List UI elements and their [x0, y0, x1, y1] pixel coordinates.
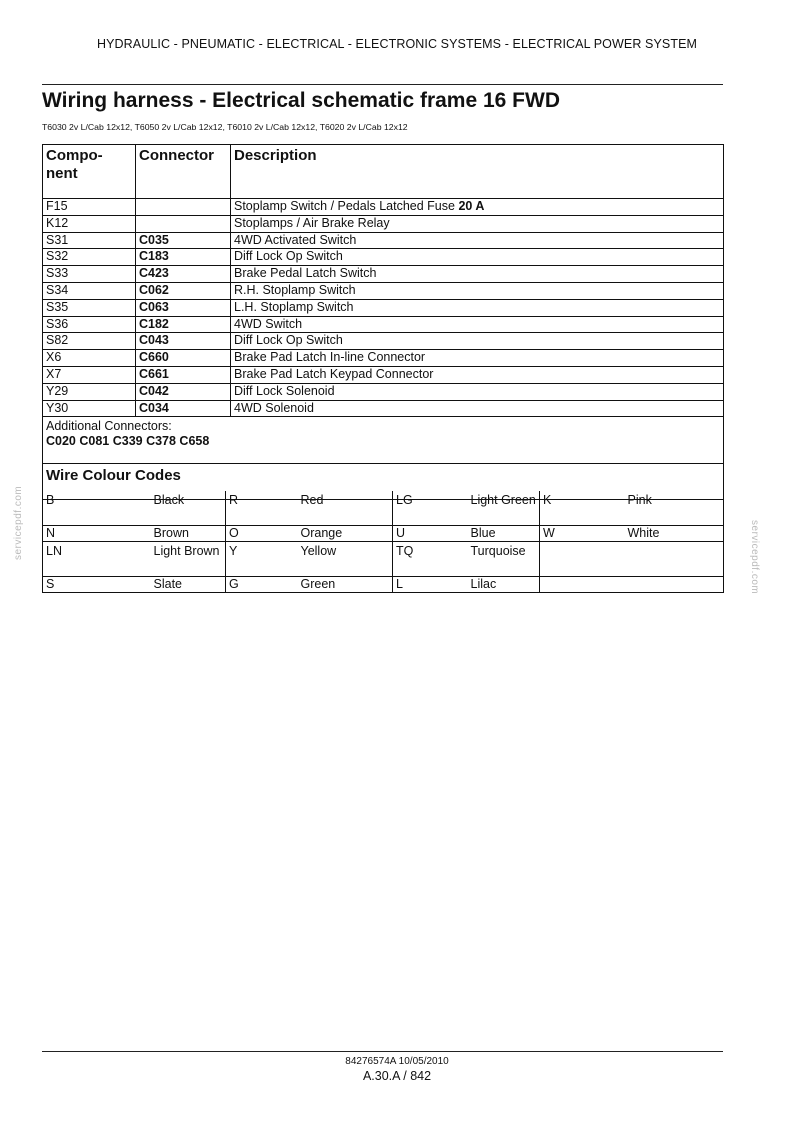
wire-code: L	[393, 577, 468, 593]
page-number: A.30.A / 842	[362, 1069, 432, 1083]
component-id: S32	[43, 249, 136, 266]
description-cell	[231, 249, 724, 266]
wire-colour-row	[43, 526, 724, 542]
description-cell	[231, 333, 724, 350]
component-id: S33	[43, 266, 136, 283]
component-id: S31	[43, 232, 136, 249]
wire-colour-name	[625, 542, 724, 577]
document-code: 84276574A 10/05/2010	[345, 1056, 449, 1067]
table-row	[43, 333, 724, 350]
table-row	[43, 350, 724, 367]
wire-colour-title: Wire Colour Codes	[43, 464, 724, 500]
description-text: Diff Lock Op Switch	[234, 249, 343, 264]
connector-id: C043	[136, 333, 231, 350]
header-rule	[42, 84, 723, 85]
description-column-header: Description	[231, 145, 724, 199]
component-id: X6	[43, 350, 136, 367]
component-id: X7	[43, 366, 136, 383]
description-cell	[231, 383, 724, 400]
component-column-header	[43, 145, 136, 199]
wire-code: S	[43, 577, 151, 593]
description-cell	[231, 350, 724, 367]
wire-code: LG	[393, 491, 468, 526]
wire-colour-row	[43, 577, 724, 593]
description-text: Brake Pad Latch Keypad Connector	[234, 366, 434, 381]
description-text: L.H. Stoplamp Switch	[234, 299, 354, 314]
connector-id: C661	[136, 366, 231, 383]
wire-colour-name: Red	[298, 491, 393, 526]
table-row	[43, 383, 724, 400]
table-row	[43, 232, 724, 249]
connector-id: C423	[136, 266, 231, 283]
wire-code: R	[226, 491, 298, 526]
component-id: F15	[43, 199, 136, 216]
connector-column-header: Connector	[136, 145, 231, 199]
description-text: 4WD Switch	[234, 316, 303, 331]
wire-colour-name: Orange	[298, 526, 393, 542]
table-row	[43, 249, 724, 266]
connector-id: C183	[136, 249, 231, 266]
description-cell	[231, 400, 724, 417]
wire-code: W	[540, 526, 625, 542]
component-header-line2: nent	[46, 165, 78, 182]
connector-id: C182	[136, 316, 231, 333]
wire-colour-name: Light Brown	[151, 542, 226, 577]
table-row	[43, 366, 724, 383]
wire-colour-name: Green	[298, 577, 393, 593]
component-header-line1: Compo-	[46, 147, 103, 164]
description-text: 4WD Activated Switch	[234, 232, 357, 247]
description-cell	[231, 215, 724, 232]
table-row	[43, 282, 724, 299]
wire-colour-name: Pink	[625, 491, 724, 526]
wire-code: LN	[43, 542, 151, 577]
connector-id: C063	[136, 299, 231, 316]
table-row	[43, 299, 724, 316]
table-row	[43, 316, 724, 333]
connector-id: C062	[136, 282, 231, 299]
additional-connectors	[43, 417, 724, 464]
wire-colour-name: Blue	[468, 526, 540, 542]
wire-colour-name: White	[625, 526, 724, 542]
additional-connectors-label: Additional Connectors:	[46, 419, 172, 434]
model-list: T6030 2v L/Cab 12x12, T6050 2v L/Cab 12x12, T6010 2v L/Cab 12x12, T6020 2v L/Cab 12x12	[42, 122, 408, 132]
connector-id: C660	[136, 350, 231, 367]
description-text: Diff Lock Solenoid	[234, 383, 335, 398]
table-row	[43, 199, 724, 216]
wire-code	[540, 577, 625, 593]
watermark-left: servicepdf.com	[13, 485, 24, 560]
description-cell	[231, 299, 724, 316]
connector-id: C034	[136, 400, 231, 417]
page-header: HYDRAULIC - PNEUMATIC - ELECTRICAL - ELECTRONIC SYSTEMS - ELECTRICAL POWER SYSTEM	[96, 37, 698, 51]
description-text: 4WD Solenoid	[234, 400, 314, 415]
wire-colour-name: Black	[151, 491, 226, 526]
wire-colour-name: Turquoise	[468, 542, 540, 577]
wire-code: U	[393, 526, 468, 542]
component-id: K12	[43, 215, 136, 232]
watermark-right: servicepdf.com	[749, 520, 760, 595]
table-row	[43, 400, 724, 417]
component-id: S82	[43, 333, 136, 350]
wire-colour-name: Light Green	[468, 491, 540, 526]
description-text: Stoplamps / Air Brake Relay	[234, 215, 390, 230]
connector-id: C042	[136, 383, 231, 400]
wire-colour-row	[43, 542, 724, 577]
connector-id	[136, 199, 231, 216]
wire-colour-table	[42, 491, 724, 593]
wire-code: N	[43, 526, 151, 542]
additional-connectors-row	[43, 417, 724, 464]
description-cell	[231, 232, 724, 249]
wire-colour-name	[625, 577, 724, 593]
description-text: Stoplamp Switch / Pedals Latched Fuse	[234, 199, 459, 213]
wire-code: TQ	[393, 542, 468, 577]
table-row	[43, 215, 724, 232]
component-table	[42, 144, 724, 500]
component-id: Y29	[43, 383, 136, 400]
connector-id: C035	[136, 232, 231, 249]
description-text: Diff Lock Op Switch	[234, 333, 343, 348]
wire-colour-name: Yellow	[298, 542, 393, 577]
description-cell	[231, 199, 724, 216]
additional-connectors-list: C020 C081 C339 C378 C658	[46, 434, 210, 449]
description-cell	[231, 282, 724, 299]
component-table-header	[43, 145, 724, 199]
wire-code: G	[226, 577, 298, 593]
footer-rule	[42, 1051, 723, 1052]
wire-colour-row	[43, 491, 724, 526]
connector-id	[136, 215, 231, 232]
component-id: S36	[43, 316, 136, 333]
description-cell	[231, 316, 724, 333]
wire-code: K	[540, 491, 625, 526]
wire-code: O	[226, 526, 298, 542]
wire-colour-name: Lilac	[468, 577, 540, 593]
component-id: Y30	[43, 400, 136, 417]
page-title: Wiring harness - Electrical schematic frame 16 FWD	[42, 89, 560, 112]
wire-code	[540, 542, 625, 577]
wire-code: Y	[226, 542, 298, 577]
wire-colour-name: Slate	[151, 577, 226, 593]
description-rating: 20 A	[458, 199, 485, 213]
description-cell	[231, 366, 724, 383]
description-text: Brake Pedal Latch Switch	[234, 266, 377, 281]
description-text: R.H. Stoplamp Switch	[234, 282, 356, 297]
component-id: S35	[43, 299, 136, 316]
description-text: Brake Pad Latch In-line Connector	[234, 350, 426, 365]
wire-code: B	[43, 491, 151, 526]
table-row	[43, 266, 724, 283]
description-cell	[231, 266, 724, 283]
component-id: S34	[43, 282, 136, 299]
wire-colour-name: Brown	[151, 526, 226, 542]
